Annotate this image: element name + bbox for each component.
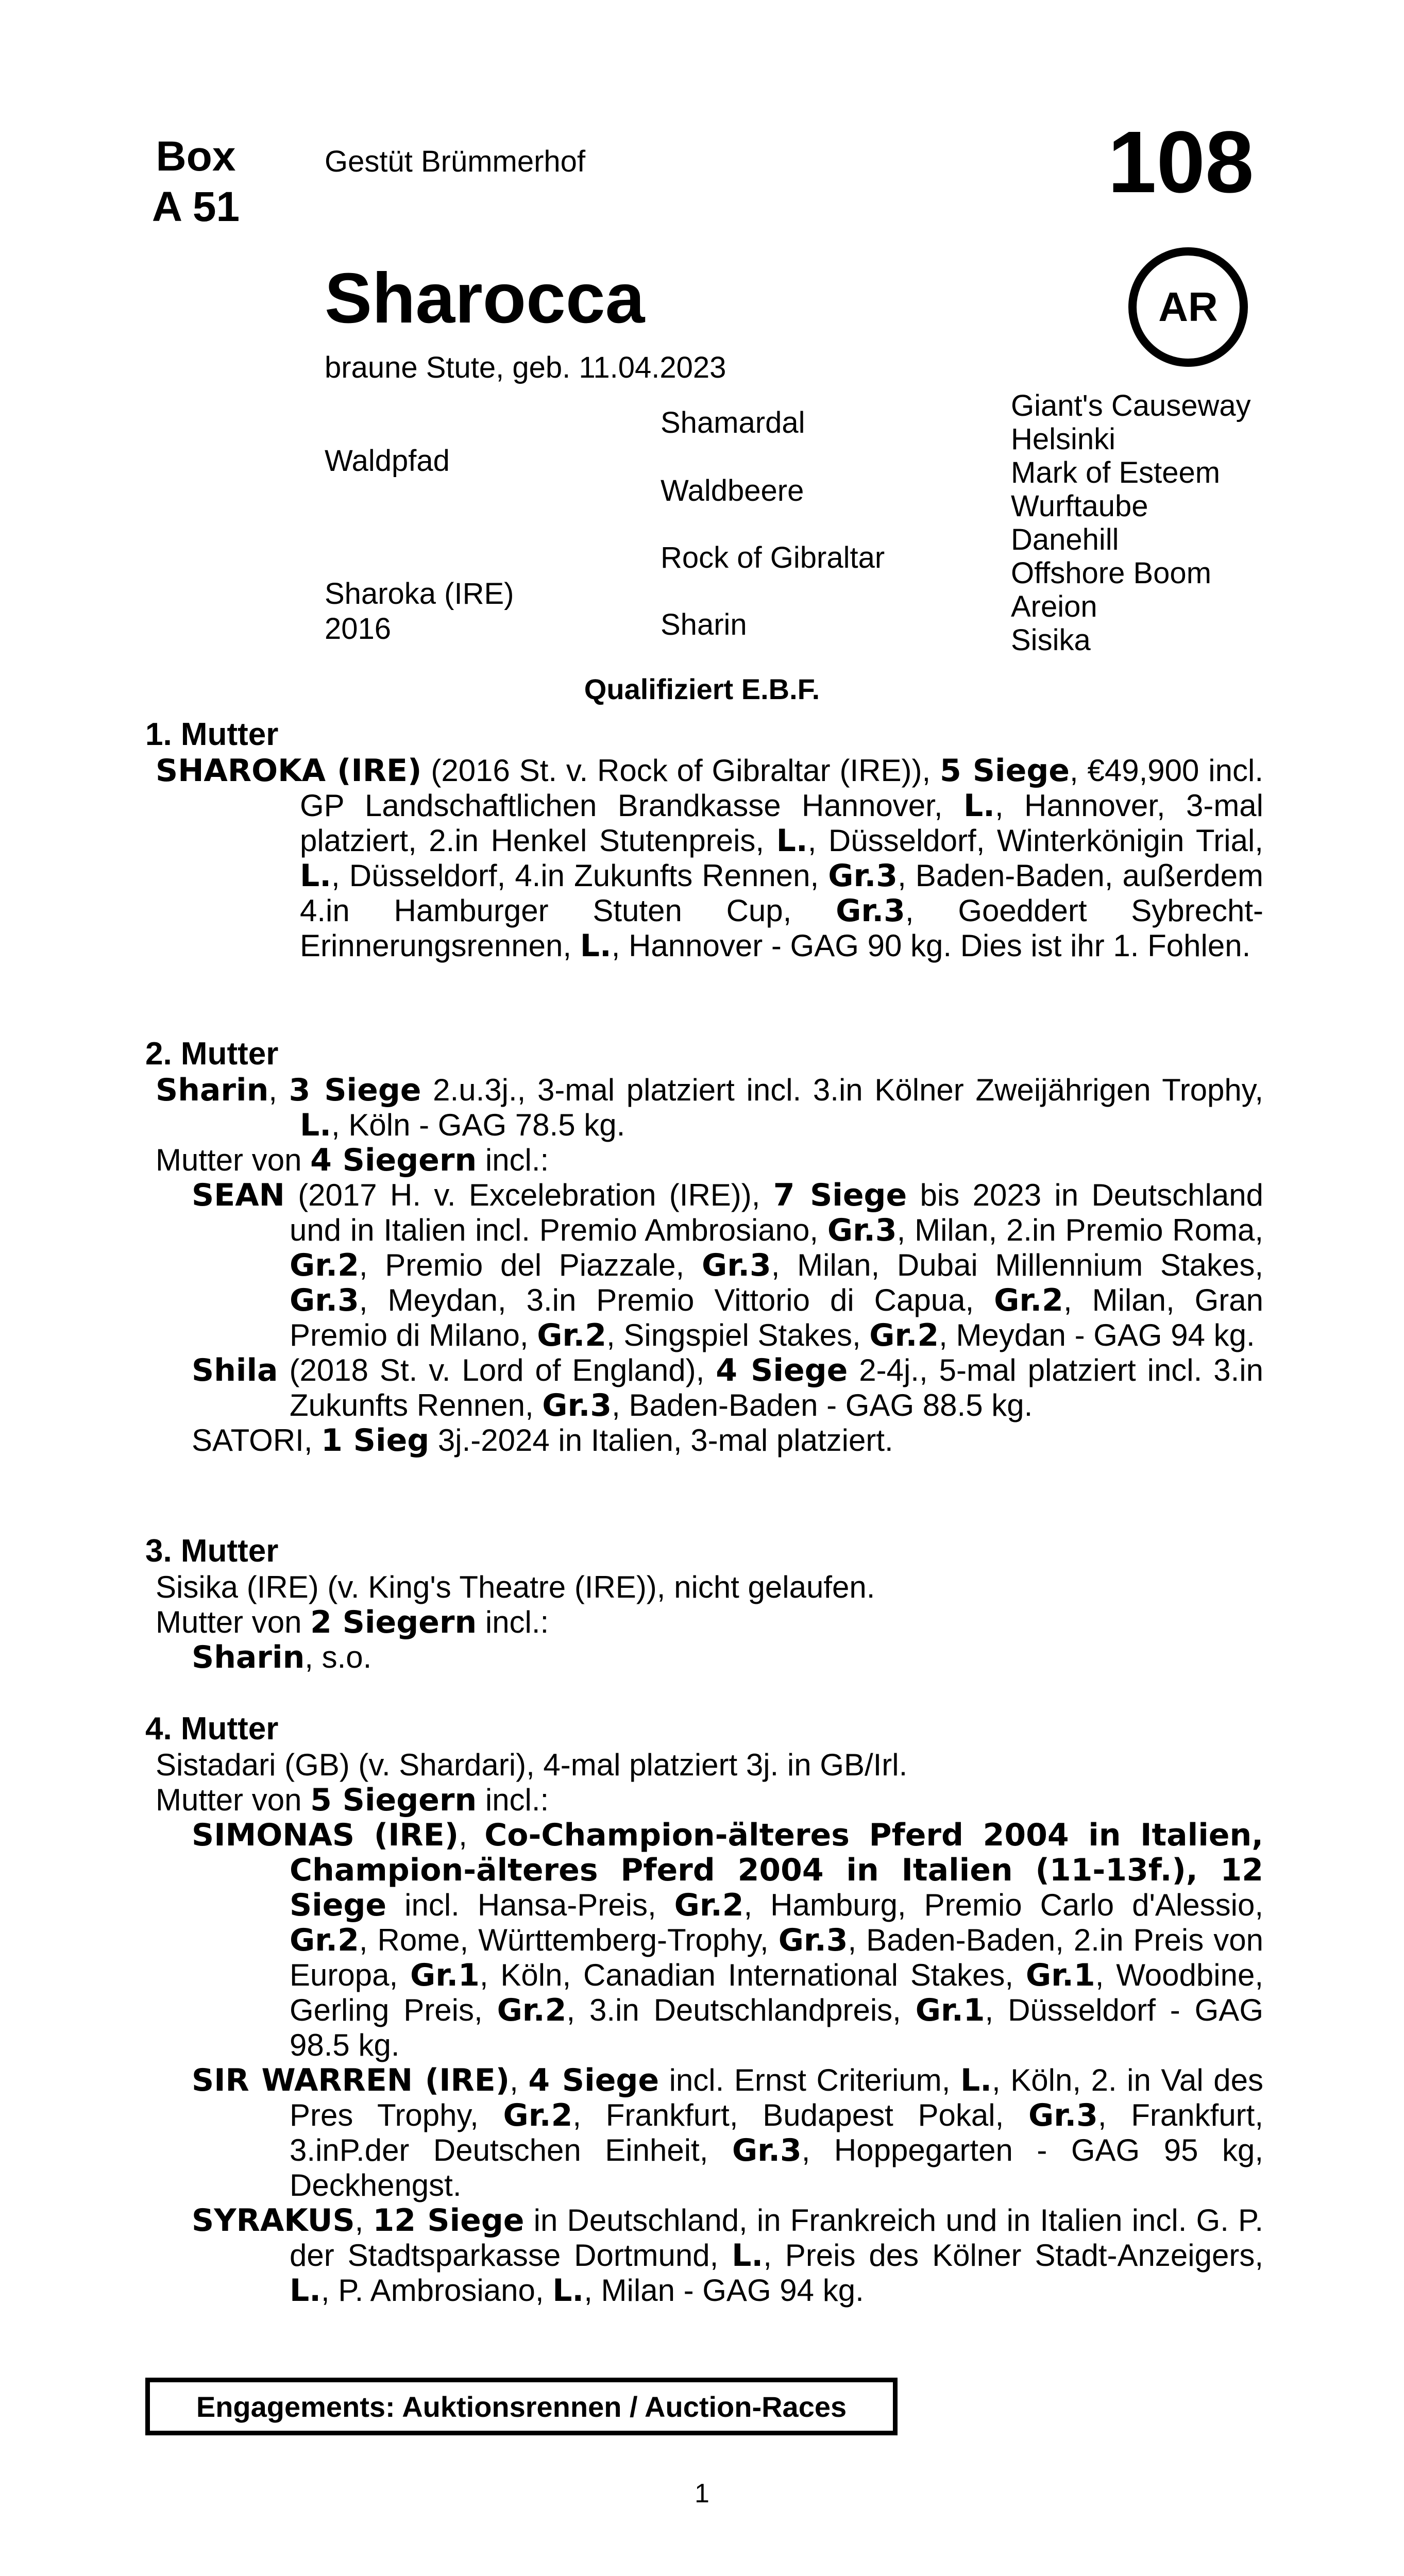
box-label-line2: A 51 xyxy=(151,183,240,230)
dam-entry: Sistadari (GB) (v. Shardari), 4-mal platziert 3j. in GB/Irl. xyxy=(156,1748,908,1782)
pedigree-gen3: Sisika xyxy=(1011,623,1091,657)
produce-summary: Mutter von 2 Siegern incl.: xyxy=(156,1604,549,1640)
page-number: 1 xyxy=(695,2479,709,2509)
pedigree-dam-year: 2016 xyxy=(325,612,392,646)
section-title: 1. Mutter xyxy=(145,717,279,752)
lot-number: 108 xyxy=(1108,113,1254,211)
produce-entry: Shila (2018 St. v. Lord of England), 4 Siege 2-4j., 5-mal platziert incl. 3.in Zukunfts Rennen, Gr.3, Baden-Baden - GAG 88.5 kg. xyxy=(192,1352,1264,1423)
pedigree-gen3: Wurftaube xyxy=(1011,489,1148,523)
box-label xyxy=(119,131,273,232)
qualification: Qualifiziert E.B.F. xyxy=(584,673,820,705)
pedigree-gen2: Sharin xyxy=(661,608,747,641)
section-mutter-3 xyxy=(145,1533,1263,1675)
dam-entry: Sharin, 3 Siege 2.u.3j., 3-mal platziert incl. 3.in Kölner Zweijährigen Trophy, L., Köln - GAG 78.5 kg. xyxy=(156,1072,1263,1143)
box-label-line1: Box xyxy=(156,133,236,180)
dam-entry: Sisika (IRE) (v. King's Theatre (IRE)), nicht gelaufen. xyxy=(156,1570,875,1604)
pedigree-gen2: Rock of Gibraltar xyxy=(661,541,885,574)
pedigree-gen3: Helsinki xyxy=(1011,422,1116,456)
pedigree-gen3: Danehill xyxy=(1011,523,1119,556)
engagements-box xyxy=(145,2378,898,2435)
produce-summary: Mutter von 4 Siegern incl.: xyxy=(156,1142,549,1178)
ar-badge-icon xyxy=(1128,247,1248,367)
produce-entry: SATORI, 1 Sieg 3j.-2024 in Italien, 3-mal platziert. xyxy=(192,1422,893,1459)
horse-name: Sharocca xyxy=(325,259,645,338)
section-mutter-4 xyxy=(145,1710,1263,2308)
section-title: 4. Mutter xyxy=(145,1711,279,1747)
produce-entry: SIMONAS (IRE), Co-Champion-älteres Pferd 2004 in Italien, Champion-älteres Pferd 2004 in Italien (11-13f.), 12 Siege incl. Hansa-Preis, Gr.2, Hamburg, Premio Carlo d'Alessio, Gr.2, Rome, Württemberg-Trophy, Gr.3, Baden-Baden, 2.in Preis von Europa, Gr.1, Köln, Canadian International Stakes, Gr.1, Woodbine, Gerling Preis, Gr.2, 3.in Deutschlandpreis, Gr.1, Düsseldorf - GAG 98.5 kg. xyxy=(192,1817,1264,2062)
section-title: 3. Mutter xyxy=(145,1533,279,1569)
pedigree-sire: Waldpfad xyxy=(325,444,450,478)
pedigree-gen3: Areion xyxy=(1011,590,1097,623)
ar-badge-text: AR xyxy=(1158,284,1218,330)
pedigree-gen2: Waldbeere xyxy=(661,474,804,507)
produce-entry: Sharin, s.o. xyxy=(192,1639,372,1675)
pedigree-gen3: Giant's Causeway xyxy=(1011,389,1251,422)
produce-entry: SEAN (2017 H. v. Excelebration (IRE)), 7 Siege bis 2023 in Deutschland und in Italien incl. Premio Ambrosiano, Gr.3, Milan, 2.in Premio Roma, Gr.2, Premio del Piazzale, Gr.3, Milan, Dubai Millennium Stakes, Gr.3, Meydan, 3.in Premio Vittorio di Capua, Gr.2, Milan, Gran Premio di Milano, Gr.2, Singspiel Stakes, Gr.2, Meydan - GAG 94 kg. xyxy=(192,1177,1264,1353)
pedigree-gen3: Mark of Esteem xyxy=(1011,456,1221,489)
section-title: 2. Mutter xyxy=(145,1036,279,1072)
engagements-text: Engagements: Auktionsrennen / Auction-Races xyxy=(196,2390,847,2423)
breeder: Gestüt Brümmerhof xyxy=(325,145,586,178)
dam-entry: SHAROKA (IRE) (2016 St. v. Rock of Gibraltar (IRE)), 5 Siege, €49,900 incl. GP Landschaftlichen Brandkasse Hannover, L., Hannover, 3-mal platziert, 2.in Henkel Stutenpreis, L., Düsseldorf, Winterkönigin Trial, L., Düsseldorf, 4.in Zukunfts Rennen, Gr.3, Baden-Baden, außerdem 4.in Hamburger Stuten Cup, Gr.3, Goeddert Sybrecht-Erinnerungsrennen, L., Hannover - GAG 90 kg. Dies ist ihr 1. Fohlen. xyxy=(156,753,1264,964)
pedigree-dam: Sharoka (IRE) xyxy=(325,577,514,611)
produce-entry: SIR WARREN (IRE), 4 Siege incl. Ernst Criterium, L., Köln, 2. in Val des Pres Trophy, Gr.2, Frankfurt, Budapest Pokal, Gr.3, Frankfurt, 3.inP.der Deutschen Einheit, Gr.3, Hoppegarten - GAG 95 kg, Deckhengst. xyxy=(192,2062,1264,2202)
produce-summary: Mutter von 5 Siegern incl.: xyxy=(156,1782,549,1818)
pedigree-gen2: Shamardal xyxy=(661,406,805,439)
horse-description: braune Stute, geb. 11.04.2023 xyxy=(325,351,726,384)
section-mutter-1 xyxy=(145,716,1263,963)
pedigree-gen3: Offshore Boom xyxy=(1011,556,1212,590)
section-mutter-2 xyxy=(145,1036,1263,1458)
produce-entry: SYRAKUS, 12 Siege in Deutschland, in Frankreich und in Italien incl. G. P. der Stadtsparkasse Dortmund, L., Preis des Kölner Stadt-Anzeigers, L., P. Ambrosiano, L., Milan - GAG 94 kg. xyxy=(192,2202,1264,2309)
